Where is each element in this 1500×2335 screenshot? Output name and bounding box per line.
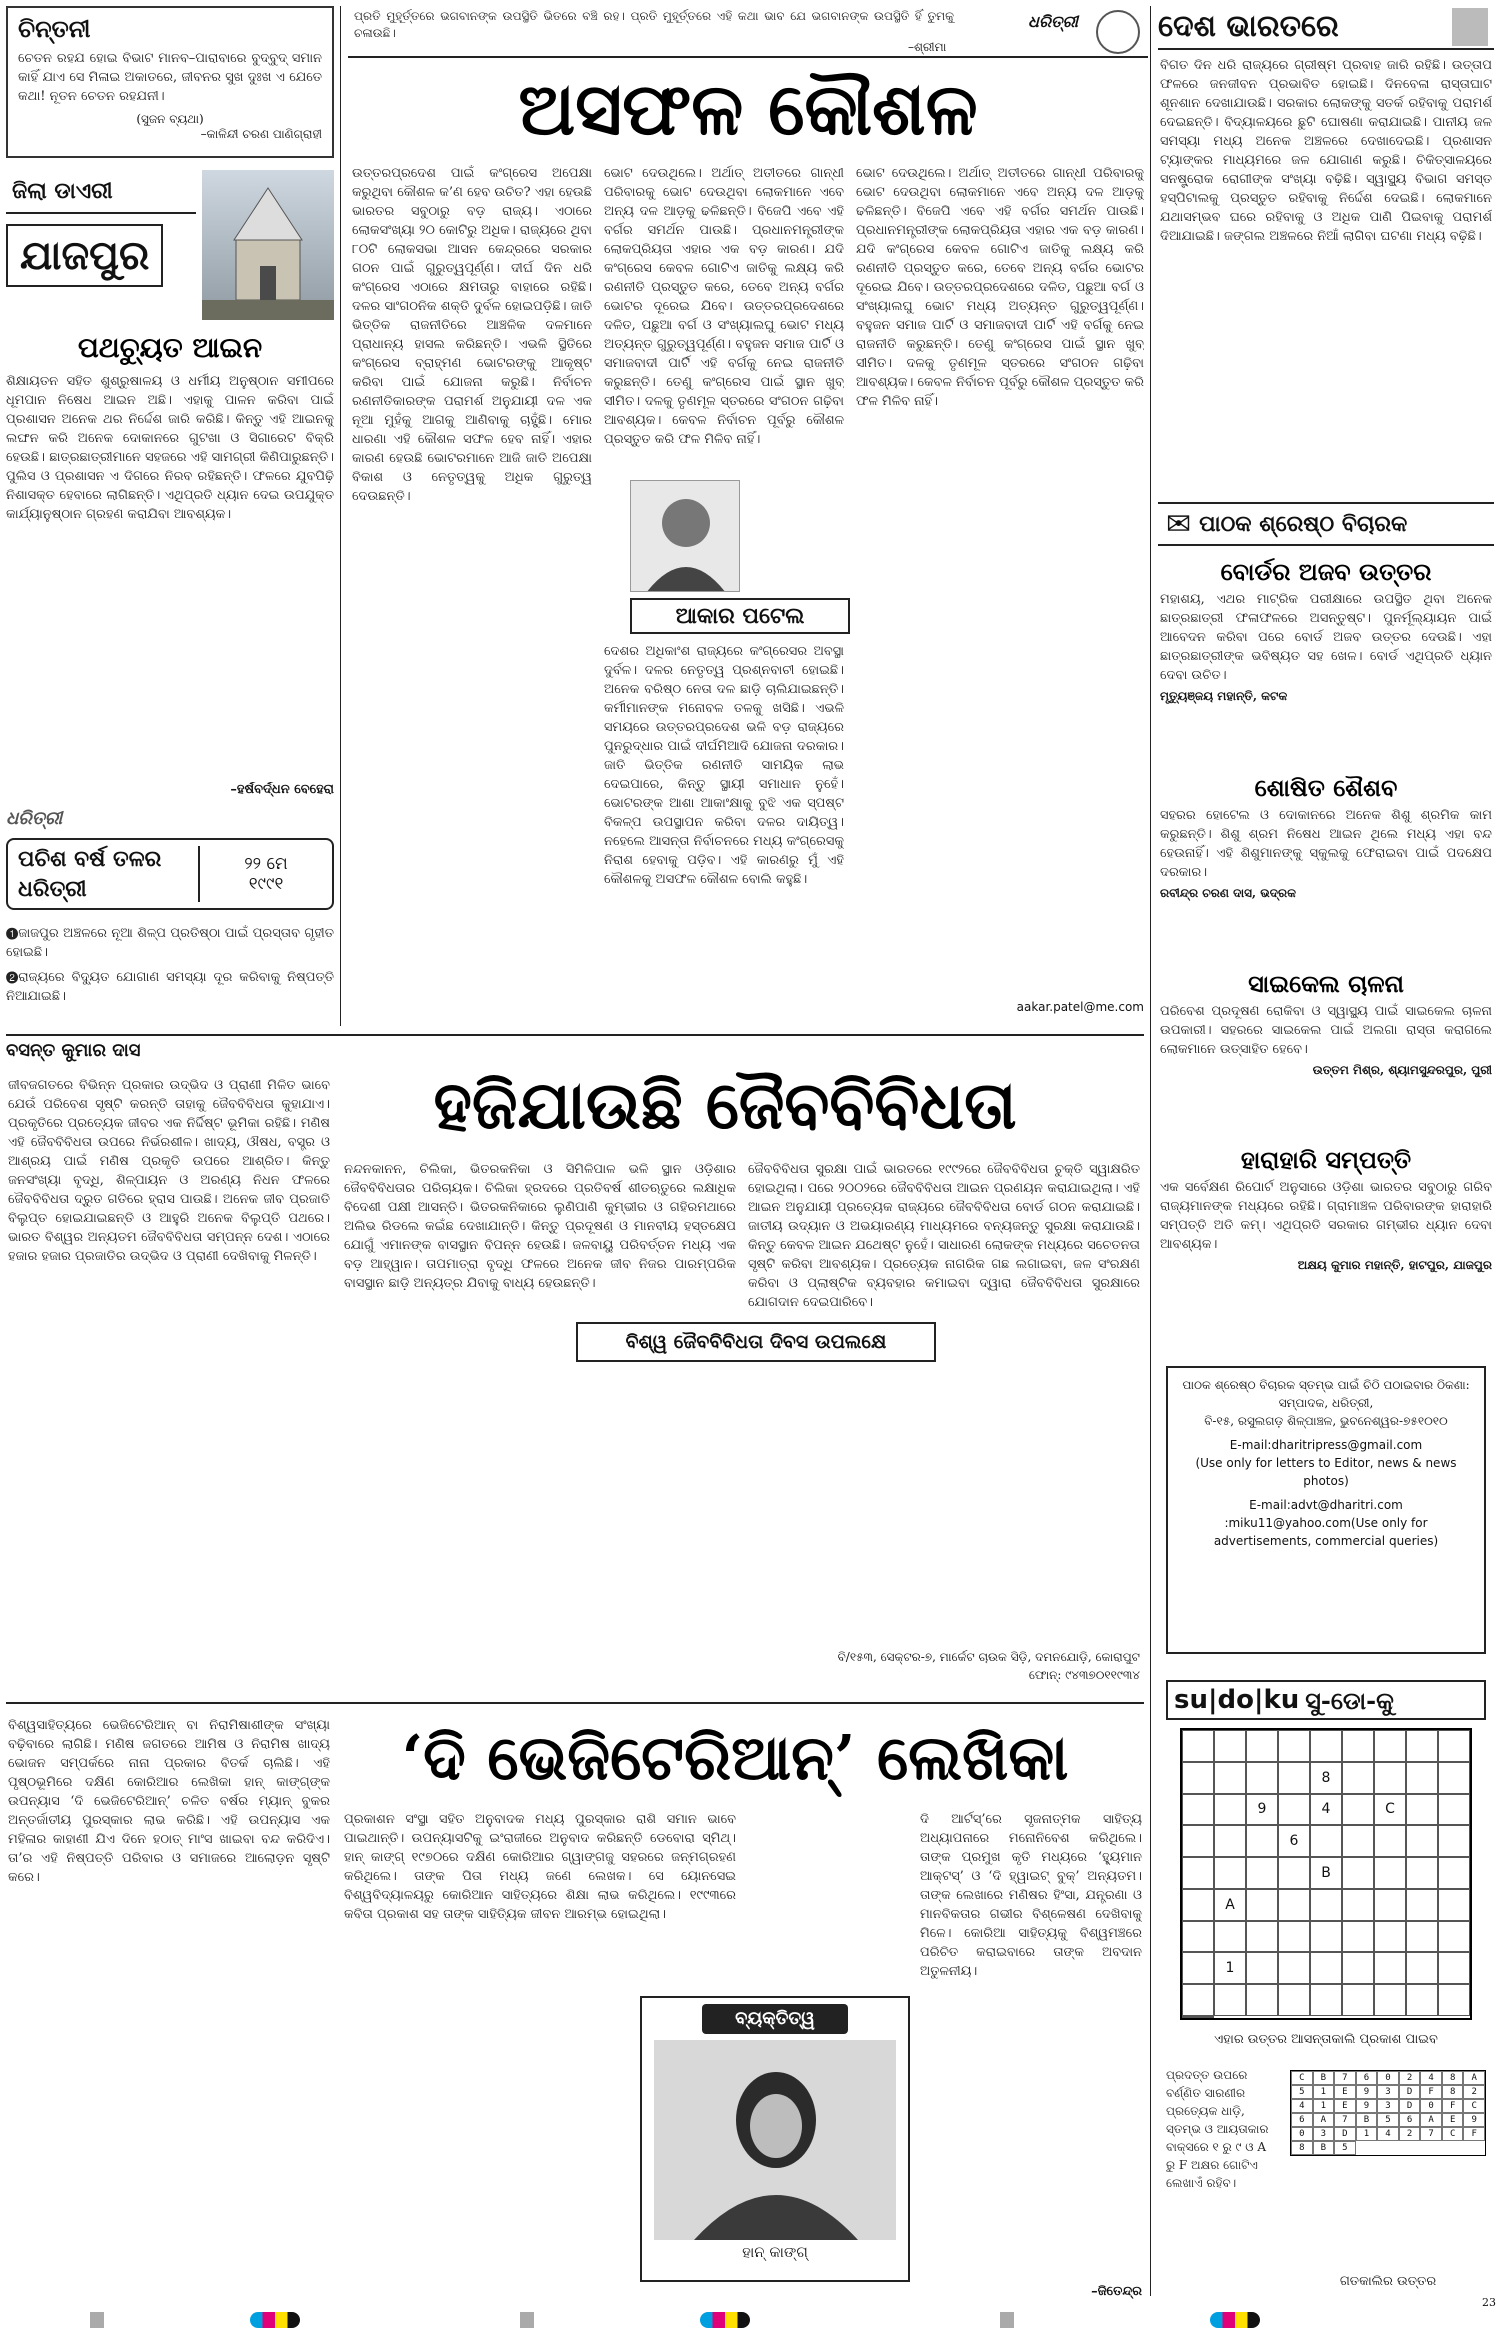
biodiversity-col1: ଜୀବଜଗତରେ ବିଭିନ୍ନ ପ୍ରକାର ଉଦ୍ଭିଦ ଓ ପ୍ରାଣୀ ମିଳିତ ଭାବେ ଯେଉଁ ପରିବେଶ ସୃଷ୍ଟି କରନ୍ତି ତାହାକୁ ଜୈବବିବିଧତା କୁହାଯାଏ। ପ୍ରକୃତିରେ ପ୍ରତ୍ୟେକ ଜୀବର ଏକ ନିର୍ଦ୍ଦିଷ୍ଟ ଭୂମିକା ରହିଛି। ମଣିଷ ଏହି ଜୈବବିବିଧତା ଉପରେ ନିର୍ଭରଶୀଳ। ଖାଦ୍ୟ, ଔଷଧ, ବସ୍ତ୍ର ଓ ଆଶ୍ରୟ ପାଇଁ ମଣିଷ ପ୍ରକୃତି ଉପରେ ଆଶ୍ରିତ। କିନ୍ତୁ ଜନସଂଖ୍ୟା ବୃଦ୍ଧି, ଶିଳ୍ପାୟନ ଓ ଅରଣ୍ୟ ନିଧନ ଫଳରେ ଜୈବବିବିଧତା ଦ୍ରୁତ ଗତିରେ ହ୍ରାସ ପାଉଛି। ଅନେକ ଜୀବ ପ୍ରଜାତି ବିଲୁପ୍ତ ହୋଇଯାଇଛନ୍ତି ଓ ଆହୁରି ଅନେକ ବିଲୁପ୍ତି ପଥରେ। ଭାରତ ବିଶ୍ୱର ଅନ୍ୟତମ ଜୈବବିବିଧତା ସମ୍ପନ୍ନ ଦେଶ। ଏଠାରେ ହଜାର ହଜାର ପ୍ରଜାତିର ଉଦ୍ଭିଦ ଓ ପ୍ରାଣୀ ଦେଖିବାକୁ ମିଳନ୍ତି। bbox=[8, 1078, 330, 1264]
sudoku-cell[interactable] bbox=[1246, 1825, 1278, 1857]
sudoku-cell[interactable] bbox=[1342, 1984, 1374, 2016]
letter-sign: ଅକ୍ଷୟ କୁମାର ମହାନ୍ତି, ହାଟପୁର, ଯାଜପୁର bbox=[1297, 1258, 1492, 1272]
sudoku-answer-cell: 8 bbox=[1442, 2071, 1464, 2085]
sudoku-answer-cell: C bbox=[1463, 2099, 1485, 2113]
sudoku-cell[interactable] bbox=[1246, 1984, 1278, 2016]
sudoku-cell[interactable] bbox=[1406, 1952, 1438, 1984]
sudoku-answer-cell: A bbox=[1420, 2113, 1442, 2127]
sudoku-answer-cell: 5 bbox=[1291, 2085, 1313, 2099]
sudoku-answer-cell: F bbox=[1420, 2085, 1442, 2099]
sudoku-answer-cell: 3 bbox=[1313, 2127, 1335, 2141]
sudoku-cell[interactable] bbox=[1438, 1921, 1470, 1953]
archive-label: ପଚିଶ ବର୍ଷ ତଳର ଧରିତ୍ରୀ bbox=[18, 846, 162, 902]
sudoku-cell[interactable] bbox=[1406, 1730, 1438, 1762]
sudoku-answer-label: ଗତକାଲିର ଉତ୍ତର bbox=[1339, 2274, 1437, 2289]
sudoku-cell[interactable] bbox=[1214, 1730, 1246, 1762]
envelope-icon: ✉ bbox=[1166, 506, 1192, 542]
sudoku-answer-cell: 4 bbox=[1377, 2127, 1399, 2141]
sudoku-answer-cell: A bbox=[1463, 2071, 1485, 2085]
sudoku-answer-cell: F bbox=[1463, 2127, 1485, 2141]
sudoku-title-odia: ସୁ-ଡୋ-କୁ bbox=[1305, 1685, 1394, 1715]
archive-date-day: ୨୨ ମେ bbox=[244, 854, 288, 874]
desh-bharat-title: ଦେଶ ଭାରତରେ bbox=[1158, 9, 1339, 44]
temple-photo bbox=[202, 170, 334, 320]
letter-title: ଶୋଷିତ ଶୈଶବ bbox=[1254, 773, 1398, 802]
sudoku-cell[interactable] bbox=[1246, 1952, 1278, 1984]
print-mark bbox=[700, 2312, 750, 2328]
sudoku-cell[interactable] bbox=[1374, 1730, 1406, 1762]
sudoku-cell[interactable] bbox=[1310, 1952, 1342, 1984]
sudoku-answer-cell: 9 bbox=[1463, 2113, 1485, 2127]
contact-to: ସମ୍ପାଦକ, ଧରିତ୍ରୀ, bbox=[1278, 1396, 1374, 1410]
sudoku-cell[interactable] bbox=[1374, 1825, 1406, 1857]
sudoku-rules: ପ୍ରଦତ୍ତ ଉପରେ ବର୍ଣ୍ଣିତ ସାରଣୀର ପ୍ରତ୍ୟେକ ଧାଡ଼ି, ସ୍ତମ୍ଭ ଓ ଆୟତାକାର ବାକ୍ସରେ ୧ ରୁ ୯ ଓ A ରୁ F ଅକ୍ଷର ଗୋଟିଏ ଲେଖାଏଁ ରହିବ। bbox=[1166, 2068, 1269, 2190]
sudoku-answer-cell: 0 bbox=[1291, 2127, 1313, 2141]
sudoku-answer-cell: 2 bbox=[1463, 2085, 1485, 2099]
sudoku-cell[interactable] bbox=[1342, 1952, 1374, 1984]
sudoku-cell[interactable] bbox=[1246, 1730, 1278, 1762]
profile-caption: ହାନ୍ କାଙ୍ଗ୍ bbox=[742, 2243, 808, 2261]
archive-items bbox=[6, 924, 334, 1026]
contact-email[interactable]: E-mail:advt@dharitri.com bbox=[1249, 1498, 1403, 1512]
india-map-icon bbox=[1452, 8, 1488, 46]
sudoku-cell[interactable] bbox=[1246, 1762, 1278, 1794]
sudoku-cell[interactable] bbox=[1182, 1857, 1214, 1889]
sudoku-answer-cell: 1 bbox=[1313, 2085, 1335, 2099]
sudoku-cell[interactable] bbox=[1278, 1794, 1310, 1826]
sudoku-cell[interactable] bbox=[1310, 1984, 1342, 2016]
sudoku-cell[interactable]: 6 bbox=[1278, 1825, 1310, 1857]
sudoku-cell[interactable] bbox=[1214, 1825, 1246, 1857]
contact-email[interactable]: E-mail:dharitripress@gmail.com bbox=[1229, 1438, 1423, 1452]
sudoku-cell[interactable] bbox=[1406, 1794, 1438, 1826]
author-photo bbox=[654, 2040, 896, 2240]
vegetarian-col1: ବିଶ୍ୱସାହିତ୍ୟରେ ଭେଜିଟେରିଆନ୍ ବା ନିରାମିଷାଶୀଙ୍କ ସଂଖ୍ୟା ବଢ଼ିବାରେ ଲାଗିଛି। ମଣିଷ ଜଗତରେ ଆମିଷ ଓ ନିରାମିଷ ଖାଦ୍ୟ ଭୋଜନ ସମ୍ପର୍କରେ ନାନା ପ୍ରକାର ବିତର୍କ ଚାଲିଛି। ଏହି ପୃଷ୍ଠଭୂମିରେ ଦକ୍ଷିଣ କୋରିଆର ଲେଖିକା ହାନ୍ କାଙ୍ଗ୍‌ଙ୍କ ଉପନ୍ୟାସ ‘ଦି ଭେଜିଟେରିଆନ୍’ ଚଳିତ ବର୍ଷର ମ୍ୟାନ୍ ବୁକର ଅନ୍ତର୍ଜାତୀୟ ପୁରସ୍କାର ଲାଭ କରିଛି। ଏହି ଉପନ୍ୟାସ ଏକ ମହିଳାର କାହାଣୀ ଯିଏ ଦିନେ ହଠାତ୍ ମାଂସ ଖାଇବା ବନ୍ଦ କରିଦିଏ। ତା’ର ଏହି ନିଷ୍ପତ୍ତି ପରିବାର ଓ ସମାଜରେ ଆଲୋଡ଼ନ ସୃଷ୍ଟି କରେ। bbox=[8, 1718, 330, 1885]
sudoku-cell[interactable] bbox=[1182, 1921, 1214, 1953]
chintani-quote: ଚେତନ ରହଯ ହୋଇ ବିଭାଟ ମାନବ–ପାରାବାରେ ବୁଦ୍‌ବୁଦ୍ ସମାନ କାହିଁ ଯାଏ ସେ ମିଳାଇ ଅକାତରେ, ଜୀବନର ସୁଖ ଦୁଃଖ ଏ ଯେତେ କଥା! ନୂତନ ଚେତନ ରହଯନୀ। bbox=[18, 51, 322, 104]
sudoku-cell[interactable] bbox=[1214, 1794, 1246, 1826]
letter-title: ସାଇକେଲ ଚାଳନା bbox=[1248, 969, 1404, 998]
sudoku-cell[interactable] bbox=[1278, 1730, 1310, 1762]
sudoku-cell[interactable]: 4 bbox=[1310, 1794, 1342, 1826]
sudoku-cell[interactable] bbox=[1342, 1762, 1374, 1794]
sudoku-cell[interactable] bbox=[1406, 1762, 1438, 1794]
sudoku-cell[interactable] bbox=[1182, 1889, 1214, 1921]
sudoku-answer-cell: 7 bbox=[1420, 2127, 1442, 2141]
archive-logo: ଧରିତ୍ରୀ bbox=[6, 808, 63, 829]
sudoku-cell[interactable] bbox=[1374, 1952, 1406, 1984]
contact-note: (Use only for letters to Editor, news & news photos) bbox=[1195, 1456, 1457, 1488]
editorial-title: ଅସଫଳ କୌଶଳ bbox=[518, 66, 978, 151]
sudoku-cell[interactable] bbox=[1438, 1730, 1470, 1762]
sudoku-cell[interactable] bbox=[1214, 1762, 1246, 1794]
readers-title: ପାଠକ ଶ୍ରେଷ୍ଠ ବିଚାରକ bbox=[1199, 511, 1408, 537]
letter bbox=[1160, 1142, 1492, 1352]
sudoku-answer-cell: E bbox=[1334, 2085, 1356, 2099]
sudoku-cell[interactable] bbox=[1374, 1889, 1406, 1921]
sudoku-answer-cell: 5 bbox=[1377, 2113, 1399, 2127]
letter-title: ହାରାହାରି ସମ୍ପତ୍ତି bbox=[1240, 1145, 1412, 1174]
sudoku-cell[interactable] bbox=[1342, 1730, 1374, 1762]
desh-bharat-header bbox=[1158, 6, 1494, 50]
sudoku-cell[interactable] bbox=[1214, 1857, 1246, 1889]
contact-intro: ପାଠକ ଶ୍ରେଷ୍ଠ ବିଚାରକ ସ୍ତମ୍ଭ ପାଇଁ ଚିଠି ପଠାଇବାର ଠିକଣା: bbox=[1182, 1378, 1470, 1392]
district-name: ଯାଜପୁର bbox=[6, 224, 163, 287]
sudoku-cell[interactable]: B bbox=[1310, 1857, 1342, 1889]
sudoku-answer-cell: 7 bbox=[1334, 2113, 1356, 2127]
jilla-diary-header bbox=[6, 170, 334, 320]
editorial-email: aakar.patel@me.com bbox=[1016, 1000, 1144, 1014]
sudoku-caption: ଏହାର ଉତ୍ତର ଆସନ୍ତାକାଲି ପ୍ରକାଶ ପାଇବ bbox=[1214, 2032, 1438, 2047]
letter-body: ମହାଶୟ, ଏଥର ମାଟ୍ରିକ ପରୀକ୍ଷାରେ ଉପସ୍ଥିତ ଥିବା ଅନେକ ଛାତ୍ରଛାତ୍ରୀ ଫଳାଫଳରେ ଅସନ୍ତୁଷ୍ଟ। ପୁନର୍ମୂଲ୍ୟାୟନ ପାଇଁ ଆବେଦନ କରିବା ପରେ ବୋର୍ଡ ଅଜବ ଉତ୍ତର ଦେଉଛି। ଏହା ଛାତ୍ରଛାତ୍ରୀଙ୍କ ଭବିଷ୍ୟତ ସହ ଖେଳ। ବୋର୍ଡ ଏଥିପ୍ରତି ଧ୍ୟାନ ଦେବା ଉଚିତ। bbox=[1160, 592, 1492, 683]
sudoku-answer-cell: B bbox=[1356, 2113, 1378, 2127]
sudoku-cell[interactable] bbox=[1214, 1921, 1246, 1953]
sudoku-answer-cell: 4 bbox=[1420, 2071, 1442, 2085]
sudoku-cell[interactable] bbox=[1278, 1921, 1310, 1953]
top-quote-logo: ଧରିତ୍ରୀ bbox=[1028, 12, 1078, 31]
letter bbox=[1160, 554, 1492, 764]
author-photo bbox=[630, 480, 740, 592]
vegetarian-title: ‘ଦି ଭେଜିଟେରିଆନ୍’ ଲେଖିକା bbox=[401, 1721, 1069, 1794]
sudoku-cell[interactable] bbox=[1342, 1825, 1374, 1857]
sudoku-cell[interactable] bbox=[1406, 1984, 1438, 2016]
sudoku-answer-cell: 8 bbox=[1291, 2141, 1313, 2155]
editorial-col2b: ଦେଶର ଅଧିକାଂଶ ରାଜ୍ୟରେ କଂଗ୍ରେସର ଅବସ୍ଥା ଦୁର୍ବଳ। ଦଳର ନେତୃତ୍ୱ ପ୍ରଶ୍ନବାଚୀ ହୋଇଛି। ଅନେକ ବରିଷ୍ଠ ନେତା ଦଳ ଛାଡ଼ି ଚାଲିଯାଇଛନ୍ତି। କର୍ମୀମାନଙ୍କ ମନୋବଳ ତଳକୁ ଖସିଛି। ଏଭଳି ସମୟରେ ଉତ୍ତରପ୍ରଦେଶ ଭଳି ବଡ଼ ରାଜ୍ୟରେ ପୁନରୁଦ୍ଧାର ପାଇଁ ଦୀର୍ଘମିଆଦି ଯୋଜନା ଦରକାର। ଜାତି ଭିତ୍ତିକ ରଣନୀତି ସାମୟିକ ଲାଭ ଦେଇପାରେ, କିନ୍ତୁ ସ୍ଥାୟୀ ସମାଧାନ ନୁହେଁ। ଭୋଟରଙ୍କ ଆଶା ଆକାଂକ୍ଷାକୁ ବୁଝି ଏକ ସ୍ପଷ୍ଟ ବିକଳ୍ପ ଉପସ୍ଥାପନ କରିବା ଦଳର ଦାୟିତ୍ୱ। ନହେଲେ ଆସନ୍ତା ନିର୍ବାଚନରେ ମଧ୍ୟ କଂଗ୍ରେସକୁ ନିରାଶ ହେବାକୁ ପଡ଼ିବ। ଏହି କାରଣରୁ ମୁଁ ଏହି କୌଶଳକୁ ଅସଫଳ କୌଶଳ ବୋଲି କହୁଛି। bbox=[604, 644, 844, 887]
sudoku-answer-cell: D bbox=[1334, 2127, 1356, 2141]
sudoku-cell[interactable] bbox=[1310, 1730, 1342, 1762]
letter bbox=[1160, 770, 1492, 960]
sudoku-cell[interactable] bbox=[1246, 1857, 1278, 1889]
archive-box bbox=[6, 808, 334, 918]
chintani-subnote: (ସୁଜନ ବ୍ୟଥା) bbox=[136, 112, 204, 126]
sudoku-cell[interactable] bbox=[1182, 1730, 1214, 1762]
author-name-box bbox=[630, 598, 850, 634]
sudoku-cell[interactable] bbox=[1374, 1762, 1406, 1794]
sudoku-cell[interactable] bbox=[1278, 1762, 1310, 1794]
biodiversity-phone: ଫୋନ୍: ୯୪୩୭୦୧୧୯୩୪ bbox=[1028, 1668, 1140, 1682]
sudoku-cell[interactable] bbox=[1406, 1921, 1438, 1953]
sudoku-answer-cell: 1 bbox=[1313, 2099, 1335, 2113]
sudoku-answer-cell: 4 bbox=[1291, 2099, 1313, 2113]
print-mark bbox=[250, 2312, 300, 2328]
sudoku-cell[interactable] bbox=[1182, 1794, 1214, 1826]
print-mark bbox=[520, 2312, 534, 2328]
sudoku-cell[interactable] bbox=[1438, 1889, 1470, 1921]
letter-body: ସହରର ହୋଟେଲ ଓ ଦୋକାନରେ ଅନେକ ଶିଶୁ ଶ୍ରମିକ କାମ କରୁଛନ୍ତି। ଶିଶୁ ଶ୍ରମ ନିଷେଧ ଆଇନ ଥିଲେ ମଧ୍ୟ ଏହା ବନ୍ଦ ହେଉନାହିଁ। ଏହି ଶିଶୁମାନଙ୍କୁ ସ୍କୁଲକୁ ଫେରାଇବା ପାଇଁ ପଦକ୍ଷେପ ଦରକାର। bbox=[1160, 808, 1492, 880]
vegetarian-col2: ପ୍ରକାଶନ ସଂସ୍ଥା ସହିତ ଅନୁବାଦକ ମଧ୍ୟ ପୁରସ୍କାର ରାଶି ସମାନ ଭାବେ ପାଇଥାନ୍ତି। ଉପନ୍ୟାସଟିକୁ ଇଂରାଜୀରେ ଅନୁବାଦ କରିଛନ୍ତି ଡେବୋରା ସ୍ମିଥ୍। ହାନ୍ କାଙ୍ଗ୍ ୧୯୭୦ରେ ଦକ୍ଷିଣ କୋରିଆର ଗ୍ୱାଙ୍ଗଜୁ ସହରରେ ଜନ୍ମଗ୍ରହଣ କରିଥିଲେ। ତାଙ୍କ ପିତା ମଧ୍ୟ ଜଣେ ଲେଖକ। ସେ ୟୋନସେଇ ବିଶ୍ୱବିଦ୍ୟାଳୟରୁ କୋରିଆନ ସାହିତ୍ୟରେ ଶିକ୍ଷା ଲାଭ କରିଥିଲେ। ୧୯୯୩ରେ କବିତା ପ୍ରକାଶ ସହ ତାଙ୍କ ସାହିତ୍ୟିକ ଜୀବନ ଆରମ୍ଭ ହୋଇଥିଲା। bbox=[344, 1812, 736, 1922]
sudoku-answer-cell: 9 bbox=[1356, 2085, 1378, 2099]
sudoku-cell[interactable] bbox=[1246, 1921, 1278, 1953]
biodiversity-byline: ବସନ୍ତ କୁମାର ଦାସ bbox=[6, 1040, 141, 1061]
sudoku-answer-grid bbox=[1290, 2070, 1486, 2156]
biodiversity-badge-text: ବିଶ୍ୱ ଜୈବବିବିଧତା ଦିବସ ଉପଲକ୍ଷେ bbox=[625, 1331, 887, 1353]
archive-item: ➋ରାଜ୍ୟରେ ବିଦ୍ୟୁତ ଯୋଗାଣ ସମସ୍ୟା ଦୂର କରିବାକୁ ନିଷ୍ପତ୍ତି ନିଆଯାଇଛି। bbox=[6, 970, 334, 1004]
sudoku-cell[interactable] bbox=[1438, 1984, 1470, 2016]
editorial-col3: ଭୋଟ ଦେଉଥିଲେ। ଅର୍ଥାତ୍ ଅତୀତରେ ଗାନ୍ଧୀ ପରିବାରକୁ ଭୋଟ ଦେଉଥିବା ଲୋକମାନେ ଏବେ ଅନ୍ୟ ଦଳ ଆଡ଼କୁ ଢଳିଛନ୍ତି। ବିଜେପି ଏବେ ଏହି ବର୍ଗର ସମର୍ଥନ ପାଉଛି। ପ୍ରଧାନମନ୍ତ୍ରୀଙ୍କ ଲୋକପ୍ରିୟତା ଏହାର ଏକ ବଡ଼ କାରଣ। ଯଦି କଂଗ୍ରେସ କେବଳ ଗୋଟିଏ ଜାତିକୁ ଲକ୍ଷ୍ୟ କରି ରଣନୀତି ପ୍ରସ୍ତୁତ କରେ, ତେବେ ଅନ୍ୟ ବର୍ଗର ଭୋଟର ଦୂରେଇ ଯିବେ। ଉତ୍ତରପ୍ରଦେଶରେ ଦଳିତ, ପଛୁଆ ବର୍ଗ ଓ ସଂଖ୍ୟାଲଘୁ ଭୋଟ ମଧ୍ୟ ଅତ୍ୟନ୍ତ ଗୁରୁତ୍ୱପୂର୍ଣ୍ଣ। ବହୁଜନ ସମାଜ ପାର୍ଟି ଓ ସମାଜବାଦୀ ପାର୍ଟି ଏହି ବର୍ଗକୁ ନେଇ ରାଜନୀତି କରୁଛନ୍ତି। ତେଣୁ କଂଗ୍ରେସ ପାଇଁ ସ୍ଥାନ ଖୁବ୍ ସୀମିତ। ଦଳକୁ ତୃଣମୂଳ ସ୍ତରରେ ସଂଗଠନ ଗଢ଼ିବା ଆବଶ୍ୟକ। କେବଳ ନିର୍ବାଚନ ପୂର୍ବରୁ କୌଶଳ ପ୍ରସ୍ତୁତ କରି ଫଳ ମିଳିବ ନାହିଁ। bbox=[856, 166, 1144, 409]
sudoku-cell[interactable] bbox=[1246, 1889, 1278, 1921]
sudoku-cell[interactable]: 9 bbox=[1246, 1794, 1278, 1826]
letter-title: ବୋର୍ଡର ଅଜବ ଉତ୍ତର bbox=[1220, 557, 1432, 586]
sudoku-cell[interactable] bbox=[1438, 1794, 1470, 1826]
sudoku-cell[interactable] bbox=[1342, 1889, 1374, 1921]
vegetarian-author: –ଜିତେନ୍ଦ୍ର bbox=[1091, 2284, 1142, 2299]
jilla-diary-author: –ହର୍ଷବର୍ଦ୍ଧନ ବେହେରା bbox=[230, 782, 334, 797]
sudoku-cell[interactable] bbox=[1182, 1984, 1214, 2016]
editorial-author: ଆକାର ପଟେଲ bbox=[675, 603, 805, 629]
sudoku-cell[interactable] bbox=[1278, 1889, 1310, 1921]
sudoku-cell[interactable] bbox=[1182, 1952, 1214, 1984]
sudoku-cell[interactable] bbox=[1182, 1825, 1214, 1857]
sudoku-cell[interactable] bbox=[1374, 1921, 1406, 1953]
sudoku-cell[interactable] bbox=[1182, 1762, 1214, 1794]
sudoku-cell[interactable] bbox=[1342, 1794, 1374, 1826]
top-quote-author: –ଶ୍ରୀମା bbox=[908, 40, 947, 54]
contact-box bbox=[1166, 1366, 1486, 1654]
jilla-diary-label: ଜିଲା ଡାଏରୀ bbox=[6, 170, 196, 214]
sudoku-cell[interactable] bbox=[1342, 1857, 1374, 1889]
print-mark bbox=[90, 2312, 104, 2328]
sudoku-cell[interactable] bbox=[1278, 1984, 1310, 2016]
sudoku-header bbox=[1166, 1680, 1486, 1720]
sudoku-cell[interactable] bbox=[1214, 1984, 1246, 2016]
sudoku-cell[interactable] bbox=[1342, 1921, 1374, 1953]
vegetarian-col3: ଦି ଆର୍ଟସ୍’ରେ ସୃଜନାତ୍ମକ ସାହିତ୍ୟ ଅଧ୍ୟାପନାରେ ମନୋନିବେଶ କରିଥିଲେ। ତାଙ୍କ ପ୍ରମୁଖ କୃତି ମଧ୍ୟରେ ‘ହ୍ୟୁମାନ ଆକ୍ଟସ୍’ ଓ ‘ଦି ହ୍ୱାଇଟ୍ ବୁକ୍’ ଅନ୍ୟତମ। ତାଙ୍କ ଲେଖାରେ ମଣିଷର ହିଂସା, ଯନ୍ତ୍ରଣା ଓ ମାନବିକତାର ଗଭୀର ବିଶ୍ଳେଷଣ ଦେଖିବାକୁ ମିଳେ। କୋରିଆ ସାହିତ୍ୟକୁ ବିଶ୍ୱମଞ୍ଚରେ ପରିଚିତ କରାଇବାରେ ତାଙ୍କ ଅବଦାନ ଅତୁଳନୀୟ। bbox=[920, 1812, 1142, 1979]
sudoku-answer-cell: 5 bbox=[1334, 2141, 1356, 2155]
sudoku-answer-cell: 2 bbox=[1399, 2127, 1421, 2141]
sudoku-cell[interactable]: 1 bbox=[1214, 1952, 1246, 1984]
sudoku-answer-cell: C bbox=[1291, 2071, 1313, 2085]
letter-body: ଏକ ସର୍ବେକ୍ଷଣ ରିପୋର୍ଟ ଅନୁସାରେ ଓଡ଼ିଶା ଭାରତର ସବୁଠାରୁ ଗରିବ ରାଜ୍ୟମାନଙ୍କ ମଧ୍ୟରେ ରହିଛି। ଗ୍ରାମାଞ୍ଚଳ ପରିବାରଙ୍କ ହାରାହାରି ସମ୍ପତ୍ତି ଅତି କମ୍। ଏଥିପ୍ରତି ସରକାର ଗମ୍ଭୀର ଧ୍ୟାନ ଦେବା ଆବଶ୍ୟକ। bbox=[1160, 1180, 1492, 1252]
sudoku-cell[interactable]: C bbox=[1374, 1794, 1406, 1826]
sudoku-cell[interactable] bbox=[1182, 2016, 1214, 2018]
sudoku-cell[interactable] bbox=[1438, 1952, 1470, 1984]
sudoku-cell[interactable] bbox=[1310, 1889, 1342, 1921]
editorial-col1: ଉତ୍ତରପ୍ରଦେଶ ପାଇଁ କଂଗ୍ରେସ ଅପେକ୍ଷା କରୁଥିବା କୌଶଳ କ’ଣ ହେବ ଉଚିତ? ଏହା ହେଉଛି ଭାରତର ସବୁଠାରୁ ବଡ଼ ରାଜ୍ୟ। ଏଠାରେ ଲୋକସଂଖ୍ୟା ୨୦ କୋଟିରୁ ଅଧିକ। ରାଜ୍ୟରେ ଥିବା ୮୦ଟି ଲୋକସଭା ଆସନ କେନ୍ଦ୍ରରେ ସରକାର ଗଠନ ପାଇଁ ଗୁରୁତ୍ୱପୂର୍ଣ୍ଣ। ଦୀର୍ଘ ଦିନ ଧରି କଂଗ୍ରେସ ଏଠାରେ କ୍ଷମତାରୁ ବାହାରେ ରହିଛି। ଦଳର ସାଂଗଠନିକ ଶକ୍ତି ଦୁର୍ବଳ ହୋଇପଡ଼ିଛି। ଜାତି ଭିତ୍ତିକ ରାଜନୀତିରେ ଆଞ୍ଚଳିକ ଦଳମାନେ ପ୍ରାଧାନ୍ୟ ହାସଲ କରିଛନ୍ତି। ଏଭଳି ସ୍ଥିତିରେ କଂଗ୍ରେସ ବ୍ରାହ୍ମଣ ଭୋଟରଙ୍କୁ ଆକୃଷ୍ଟ କରିବା ପାଇଁ ଯୋଜନା କରୁଛି। ନିର୍ବାଚନ ରଣନୀତିକାରଙ୍କ ପରାମର୍ଶ ଅନୁଯାୟୀ ଦଳ ଏକ ନୂଆ ମୁହଁକୁ ଆଗକୁ ଆଣିବାକୁ ଚାହୁଁଛି। ମୋର ଧାରଣା ଏହି କୌଶଳ ସଫଳ ହେବ ନାହିଁ। ଏହାର କାରଣ ହେଉଛି ଭୋଟରମାନେ ଆଜି ଜାତି ଅପେକ୍ଷା ବିକାଶ ଓ ନେତୃତ୍ୱକୁ ଅଧିକ ଗୁରୁତ୍ୱ ଦେଉଛନ୍ତି। bbox=[352, 166, 592, 504]
readers-header bbox=[1158, 502, 1494, 546]
profile-box bbox=[640, 1996, 910, 2282]
sudoku-cell[interactable] bbox=[1278, 1952, 1310, 1984]
print-mark bbox=[1000, 2312, 1014, 2328]
sudoku-cell[interactable] bbox=[1438, 1857, 1470, 1889]
contact-email[interactable]: :miku11@yahoo.com(Use only for advertisements, commercial queries) bbox=[1213, 1516, 1439, 1548]
letter-sign: ରବୀନ୍ଦ୍ର ଚରଣ ଦାସ, ଭଦ୍ରକ bbox=[1160, 886, 1296, 900]
chintani-title: ଚିନ୍ତନୀ bbox=[18, 14, 91, 43]
chintani-box bbox=[6, 6, 334, 158]
biodiversity-address: ବି/୧୫୩, ସେକ୍ଟର-୭, ମାର୍କେଟ ଚାଉକ ସିଡ଼ି, ଦମନଯୋଡ଼ି, କୋରାପୁଟ bbox=[837, 1650, 1140, 1664]
sudoku-cell[interactable] bbox=[1374, 1857, 1406, 1889]
jilla-diary-headline: ପଥଚ୍ୟୁତ ଆଇନ bbox=[77, 331, 263, 364]
chintani-author: –କାଳିନ୍ଦୀ ଚରଣ ପାଣିଗ୍ରାହୀ bbox=[200, 127, 322, 141]
sudoku-answer-cell: E bbox=[1334, 2099, 1356, 2113]
sudoku-answer-cell: 0 bbox=[1420, 2099, 1442, 2113]
sudoku-answer-cell: E bbox=[1442, 2113, 1464, 2127]
sudoku-answer-cell: 8 bbox=[1442, 2085, 1464, 2099]
sudoku-title: su|do|ku bbox=[1174, 1685, 1300, 1715]
letter-sign: ଉତ୍ତମ ମିଶ୍ର, ଶ୍ୟାମସୁନ୍ଦରପୁର, ପୁରୀ bbox=[1312, 1063, 1492, 1077]
sudoku-answer-cell: C bbox=[1442, 2127, 1464, 2141]
sudoku-answer-cell: B bbox=[1313, 2071, 1335, 2085]
profile-badge: ବ୍ୟକ୍ତିତ୍ୱ bbox=[702, 2004, 848, 2034]
sudoku-cell[interactable]: 8 bbox=[1310, 1762, 1342, 1794]
sudoku-answer-cell: 2 bbox=[1399, 2071, 1421, 2085]
sudoku-cell[interactable] bbox=[1406, 1825, 1438, 1857]
sudoku-answer-cell: 7 bbox=[1334, 2071, 1356, 2085]
letter bbox=[1160, 966, 1492, 1136]
biodiversity-col2: ନନ୍ଦନକାନନ, ଚିଲିକା, ଭିତରକନିକା ଓ ସିମିଳିପାଳ ଭଳି ସ୍ଥାନ ଓଡ଼ିଶାର ଜୈବବିବିଧତାର ପରିଚାୟକ। ଚିଲିକା ହ୍ରଦରେ ପ୍ରତିବର୍ଷ ଶୀତଋତୁରେ ଲକ୍ଷାଧିକ ବିଦେଶୀ ପକ୍ଷୀ ଆସନ୍ତି। ଭିତରକନିକାରେ ଲୁଣିପାଣି କୁମ୍ଭୀର ଓ ଗହିରମଥାରେ ଅଲିଭ ରିଡଲେ କଇଁଛ ଦେଖାଯାନ୍ତି। କିନ୍ତୁ ପ୍ରଦୂଷଣ ଓ ମାନବୀୟ ହସ୍ତକ୍ଷେପ ଯୋଗୁଁ ଏମାନଙ୍କ ବାସସ୍ଥାନ ବିପନ୍ନ ହେଉଛି। ଜଳବାୟୁ ପରିବର୍ତ୍ତନ ମଧ୍ୟ ଏକ ବଡ଼ ଆହ୍ୱାନ। ତାପମାତ୍ରା ବୃଦ୍ଧି ଫଳରେ ଅନେକ ଜୀବ ନିଜର ପାରମ୍ପରିକ ବାସସ୍ଥାନ ଛାଡ଼ି ଅନ୍ୟତ୍ର ଯିବାକୁ ବାଧ୍ୟ ହେଉଛନ୍ତି। bbox=[344, 1162, 736, 1291]
sudoku-cell[interactable] bbox=[1438, 1825, 1470, 1857]
sudoku-answer-cell: 0 bbox=[1377, 2071, 1399, 2085]
archive-date-year: ୧୯୯୧ bbox=[248, 874, 284, 894]
biodiversity-title: ହଜିଯାଉଛି ଜୈବବିବିଧତା bbox=[433, 1066, 1017, 1144]
biodiversity-col3: ଜୈବବିବିଧତା ସୁରକ୍ଷା ପାଇଁ ଭାରତରେ ୧୯୯୨ରେ ଜୈବବିବିଧତା ଚୁକ୍ତି ସ୍ୱାକ୍ଷରିତ ହୋଇଥିଲା। ପରେ ୨୦୦୨ରେ ଜୈବବିବିଧତା ଆଇନ ପ୍ରଣୟନ କରାଯାଇଥିଲା। ଏହି ଆଇନ ଅନୁଯାୟୀ ପ୍ରତ୍ୟେକ ରାଜ୍ୟରେ ଜୈବବିବିଧତା ବୋର୍ଡ ଗଠନ କରାଯାଇଛି। ଜାତୀୟ ଉଦ୍ୟାନ ଓ ଅଭୟାରଣ୍ୟ ମାଧ୍ୟମରେ ବନ୍ୟଜନ୍ତୁ ସୁରକ୍ଷା କରାଯାଉଛି। କିନ୍ତୁ କେବଳ ଆଇନ ଯଥେଷ୍ଟ ନୁହେଁ। ସାଧାରଣ ଲୋକଙ୍କ ମଧ୍ୟରେ ସଚେତନତା ସୃଷ୍ଟି କରିବା ଆବଶ୍ୟକ। ପ୍ରତ୍ୟେକ ନାଗରିକ ଗଛ ଲଗାଇବା, ଜଳ ସଂରକ୍ଷଣ କରିବା ଓ ପ୍ଲାଷ୍ଟିକ ବ୍ୟବହାର କମାଇବା ଦ୍ୱାରା ଜୈବବିବିଧତା ସୁରକ୍ଷାରେ ଯୋଗଦାନ ଦେଇପାରିବେ। bbox=[748, 1162, 1140, 1310]
desh-bharat-body: ବିଗତ ଦିନ ଧରି ରାଜ୍ୟରେ ଗ୍ରୀଷ୍ମ ପ୍ରବାହ ଜାରି ରହିଛି। ଉତ୍ତାପ ଫଳରେ ଜନଜୀବନ ପ୍ରଭାବିତ ହୋଇଛି। ଦିନବେଳା ରାସ୍ତାଘାଟ ଶୂନଶାନ ଦେଖାଯାଉଛି। ସରକାର ଲୋକଙ୍କୁ ସତର୍କ ରହିବାକୁ ପରାମର୍ଶ ଦେଇଛନ୍ତି। ବିଦ୍ୟାଳୟରେ ଛୁଟି ଘୋଷଣା କରାଯାଇଛି। ପାନୀୟ ଜଳ ସମସ୍ୟା ମଧ୍ୟ ଅନେକ ଅଞ୍ଚଳରେ ଦେଖାଦେଇଛି। ପ୍ରଶାସନ ଟ୍ୟାଙ୍କର ମାଧ୍ୟମରେ ଜଳ ଯୋଗାଣ କରୁଛି। ଚିକିତ୍ସାଳୟରେ ସନଷ୍ଟ୍ରୋକ ରୋଗୀଙ୍କ ସଂଖ୍ୟା ବଢ଼ିଛି। ସ୍ୱାସ୍ଥ୍ୟ ବିଭାଗ ସମସ୍ତ ହସ୍ପିଟାଲକୁ ପ୍ରସ୍ତୁତ ରହିବାକୁ ନିର୍ଦ୍ଦେଶ ଦେଇଛି। ଲୋକମାନେ ଯଥାସମ୍ଭବ ଘରେ ରହିବାକୁ ଓ ଅଧିକ ପାଣି ପିଇବାକୁ ପରାମର୍ଶ ଦିଆଯାଇଛି। ଜଙ୍ଗଲ ଅଞ୍ଚଳରେ ନିଆଁ ଲାଗିବା ଘଟଣା ମଧ୍ୟ ବଢ଼ିଛି। bbox=[1160, 58, 1492, 244]
sudoku-cell[interactable] bbox=[1374, 1984, 1406, 2016]
mandala-icon bbox=[1096, 10, 1140, 54]
page-number: 23 bbox=[1482, 2296, 1496, 2309]
archive-item: ➊ଜାଜପୁର ଅଞ୍ଚଳରେ ନୂଆ ଶିଳ୍ପ ପ୍ରତିଷ୍ଠା ପାଇଁ ପ୍ରସ୍ତାବ ଗୃହୀତ ହୋଇଛି। bbox=[6, 926, 334, 960]
sudoku-cell[interactable] bbox=[1278, 1857, 1310, 1889]
top-quote-text: ପ୍ରତି ମୁହୂର୍ତ୍ତରେ ଭଗବାନଙ୍କ ଉପସ୍ଥିତି ଭିତରେ ବଞ୍ଚି ରହ। ପ୍ରତି ମୁହୂର୍ତ୍ତରେ ଏହି କଥା ଭାବ ଯେ ଭଗବାନଙ୍କ ଉପସ୍ଥିତି ହିଁ ତୁମକୁ ଚଳାଉଛି। bbox=[354, 9, 954, 40]
jilla-diary-body: ଶିକ୍ଷାୟତନ ସହିତ ଶୁଶ୍ରୁଷାଳୟ ଓ ଧର୍ମୀୟ ଅନୁଷ୍ଠାନ ସମୀପରେ ଧୂମପାନ ନିଷେଧ ଆଇନ ଅଛି। ଏହାକୁ ପାଳନ କରିବା ପାଇଁ ପ୍ରଶାସନ ଅନେକ ଥର ନିର୍ଦ୍ଦେଶ ଜାରି କରିଛି। କିନ୍ତୁ ଏହି ଆଇନକୁ ଲଙ୍ଘନ କରି ଅନେକ ଦୋକାନରେ ଗୁଟଖା ଓ ସିଗାରେଟ ବିକ୍ରି ହେଉଛି। ଛାତ୍ରଛାତ୍ରୀମାନେ ସହଜରେ ଏହି ସାମଗ୍ରୀ କିଣିପାରୁଛନ୍ତି। ପୁଲିସ ଓ ପ୍ରଶାସନ ଏ ଦିଗରେ ନିରବ ରହିଛନ୍ତି। ଫଳରେ ଯୁବପିଢ଼ି ନିଶାସକ୍ତ ହେବାରେ ଲାଗିଛନ୍ତି। ଏଥିପ୍ରତି ଧ୍ୟାନ ଦେଇ ଉପଯୁକ୍ତ କାର୍ଯ୍ୟାନୁଷ୍ଠାନ ଗ୍ରହଣ କରାଯିବା ଆବଶ୍ୟକ। bbox=[6, 374, 334, 522]
print-mark bbox=[1210, 2312, 1260, 2328]
sudoku-answer-cell: 9 bbox=[1356, 2099, 1378, 2113]
sudoku-cell[interactable] bbox=[1406, 1857, 1438, 1889]
sudoku-answer-cell: D bbox=[1399, 2099, 1421, 2113]
sudoku-answer-cell: F bbox=[1442, 2099, 1464, 2113]
sudoku-answer-cell: 1 bbox=[1356, 2127, 1378, 2141]
editorial-col2: ଭୋଟ ଦେଉଥିଲେ। ଅର୍ଥାତ୍ ଅତୀତରେ ଗାନ୍ଧୀ ପରିବାରକୁ ଭୋଟ ଦେଉଥିବା ଲୋକମାନେ ଏବେ ଅନ୍ୟ ଦଳ ଆଡ଼କୁ ଢଳିଛନ୍ତି। ବିଜେପି ଏବେ ଏହି ବର୍ଗର ସମର୍ଥନ ପାଉଛି। ପ୍ରଧାନମନ୍ତ୍ରୀଙ୍କ ଲୋକପ୍ରିୟତା ଏହାର ଏକ ବଡ଼ କାରଣ। ଯଦି କଂଗ୍ରେସ କେବଳ ଗୋଟିଏ ଜାତିକୁ ଲକ୍ଷ୍ୟ କରି ରଣନୀତି ପ୍ରସ୍ତୁତ କରେ, ତେବେ ଅନ୍ୟ ବର୍ଗର ଭୋଟର ଦୂରେଇ ଯିବେ। ଉତ୍ତରପ୍ରଦେଶରେ ଦଳିତ, ପଛୁଆ ବର୍ଗ ଓ ସଂଖ୍ୟାଲଘୁ ଭୋଟ ମଧ୍ୟ ଅତ୍ୟନ୍ତ ଗୁରୁତ୍ୱପୂର୍ଣ୍ଣ। ବହୁଜନ ସମାଜ ପାର୍ଟି ଓ ସମାଜବାଦୀ ପାର୍ଟି ଏହି ବର୍ଗକୁ ନେଇ ରାଜନୀତି କରୁଛନ୍ତି। ତେଣୁ କଂଗ୍ରେସ ପାଇଁ ସ୍ଥାନ ଖୁବ୍ ସୀମିତ। ଦଳକୁ ତୃଣମୂଳ ସ୍ତରରେ ସଂଗଠନ ଗଢ଼ିବା ଆବଶ୍ୟକ। କେବଳ ନିର୍ବାଚନ ପୂର୍ବରୁ କୌଶଳ ପ୍ରସ୍ତୁତ କରି ଫଳ ମିଳିବ ନାହିଁ। bbox=[604, 166, 844, 447]
sudoku-answer-cell: 6 bbox=[1399, 2113, 1421, 2127]
sudoku-cell[interactable] bbox=[1406, 1889, 1438, 1921]
sudoku-answer-cell: B bbox=[1313, 2141, 1335, 2155]
sudoku-cell[interactable] bbox=[1310, 1921, 1342, 1953]
sudoku-answer-cell: 3 bbox=[1377, 2085, 1399, 2099]
sudoku-cell[interactable]: A bbox=[1214, 1889, 1246, 1921]
sudoku-answer-cell: A bbox=[1313, 2113, 1335, 2127]
sudoku-answer-cell: 3 bbox=[1377, 2099, 1399, 2113]
top-quote-banner bbox=[348, 6, 1148, 58]
sudoku-cell[interactable] bbox=[1438, 1762, 1470, 1794]
sudoku-grid bbox=[1180, 1728, 1472, 2020]
sudoku-answer-cell: 6 bbox=[1291, 2113, 1313, 2127]
letter-sign: ମୃତ୍ୟୁଞ୍ଜୟ ମହାନ୍ତି, କଟକ bbox=[1160, 689, 1288, 703]
letter-body: ପରିବେଶ ପ୍ରଦୂଷଣ ରୋକିବା ଓ ସ୍ୱାସ୍ଥ୍ୟ ପାଇଁ ସାଇକେଲ ଚାଳନା ଉପକାରୀ। ସହରରେ ସାଇକେଲ ପାଇଁ ଅଲଗା ରାସ୍ତା କରାଗଲେ ଲୋକମାନେ ଉତ୍ସାହିତ ହେବେ। bbox=[1160, 1004, 1492, 1057]
contact-address: ବି-୧୫, ରସୁଲଗଡ଼ ଶିଳ୍ପାଞ୍ଚଳ, ଭୁବନେଶ୍ୱର-୭୫୧୦୧୦ bbox=[1204, 1414, 1448, 1428]
sudoku-cell[interactable] bbox=[1310, 1825, 1342, 1857]
sudoku-answer-cell: 6 bbox=[1356, 2071, 1378, 2085]
sudoku-answer-cell: D bbox=[1399, 2085, 1421, 2099]
